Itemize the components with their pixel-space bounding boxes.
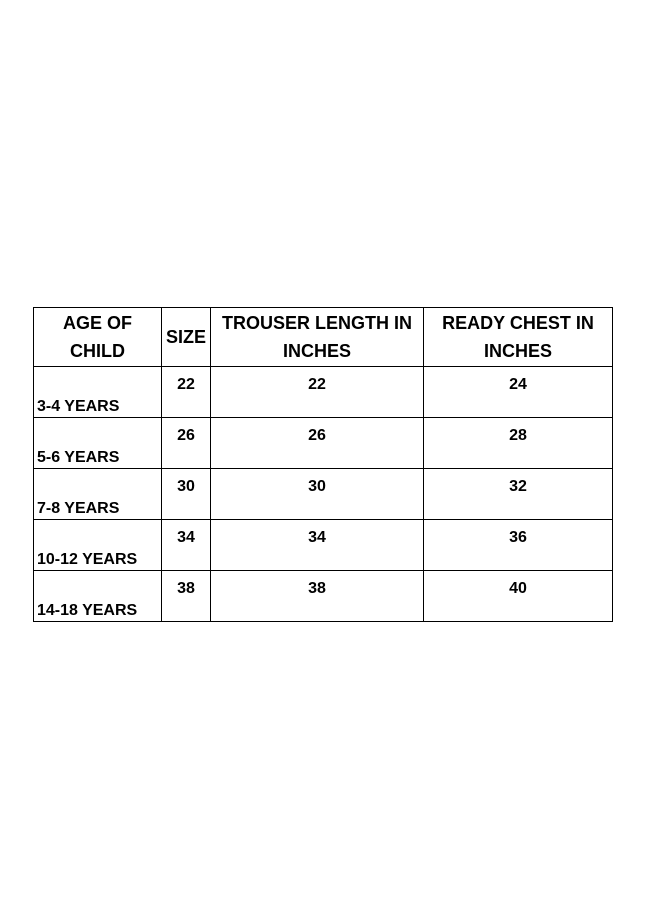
age-cell: 3-4 YEARS [34,367,162,418]
header-size-label: SIZE [165,327,206,347]
header-age-of-child [34,308,162,367]
chest-cell: 40 [424,571,613,622]
size-cell: 30 [162,469,211,520]
header-age-line1: AGE OF [62,313,132,333]
table-row [34,571,613,622]
trouser-length-cell: 22 [211,367,424,418]
header-age-line2: CHILD [70,341,125,361]
table-row [34,469,613,520]
table-row [34,418,613,469]
age-cell: 10-12 YEARS [34,520,162,571]
age-cell: 14-18 YEARS [34,571,162,622]
chest-cell: 32 [424,469,613,520]
header-trouser-length [211,308,424,367]
chest-cell: 28 [424,418,613,469]
size-cell: 38 [162,571,211,622]
trouser-length-cell: 34 [211,520,424,571]
trouser-length-cell: 38 [211,571,424,622]
age-cell: 5-6 YEARS [34,418,162,469]
trouser-length-cell: 30 [211,469,424,520]
table-row [34,367,613,418]
age-cell: 7-8 YEARS [34,469,162,520]
chest-cell: 36 [424,520,613,571]
size-cell: 34 [162,520,211,571]
size-chart-table [33,307,613,622]
table-row [34,520,613,571]
header-trouser-line1: TROUSER LENGTH IN [221,313,412,333]
chest-cell: 24 [424,367,613,418]
header-row [34,308,613,367]
header-size [162,308,211,367]
header-chest-line1: READY CHEST IN [442,313,594,333]
header-ready-chest [424,308,613,367]
size-cell: 22 [162,367,211,418]
header-chest-line2: INCHES [483,341,552,361]
size-cell: 26 [162,418,211,469]
trouser-length-cell: 26 [211,418,424,469]
header-trouser-line2: INCHES [282,341,351,361]
